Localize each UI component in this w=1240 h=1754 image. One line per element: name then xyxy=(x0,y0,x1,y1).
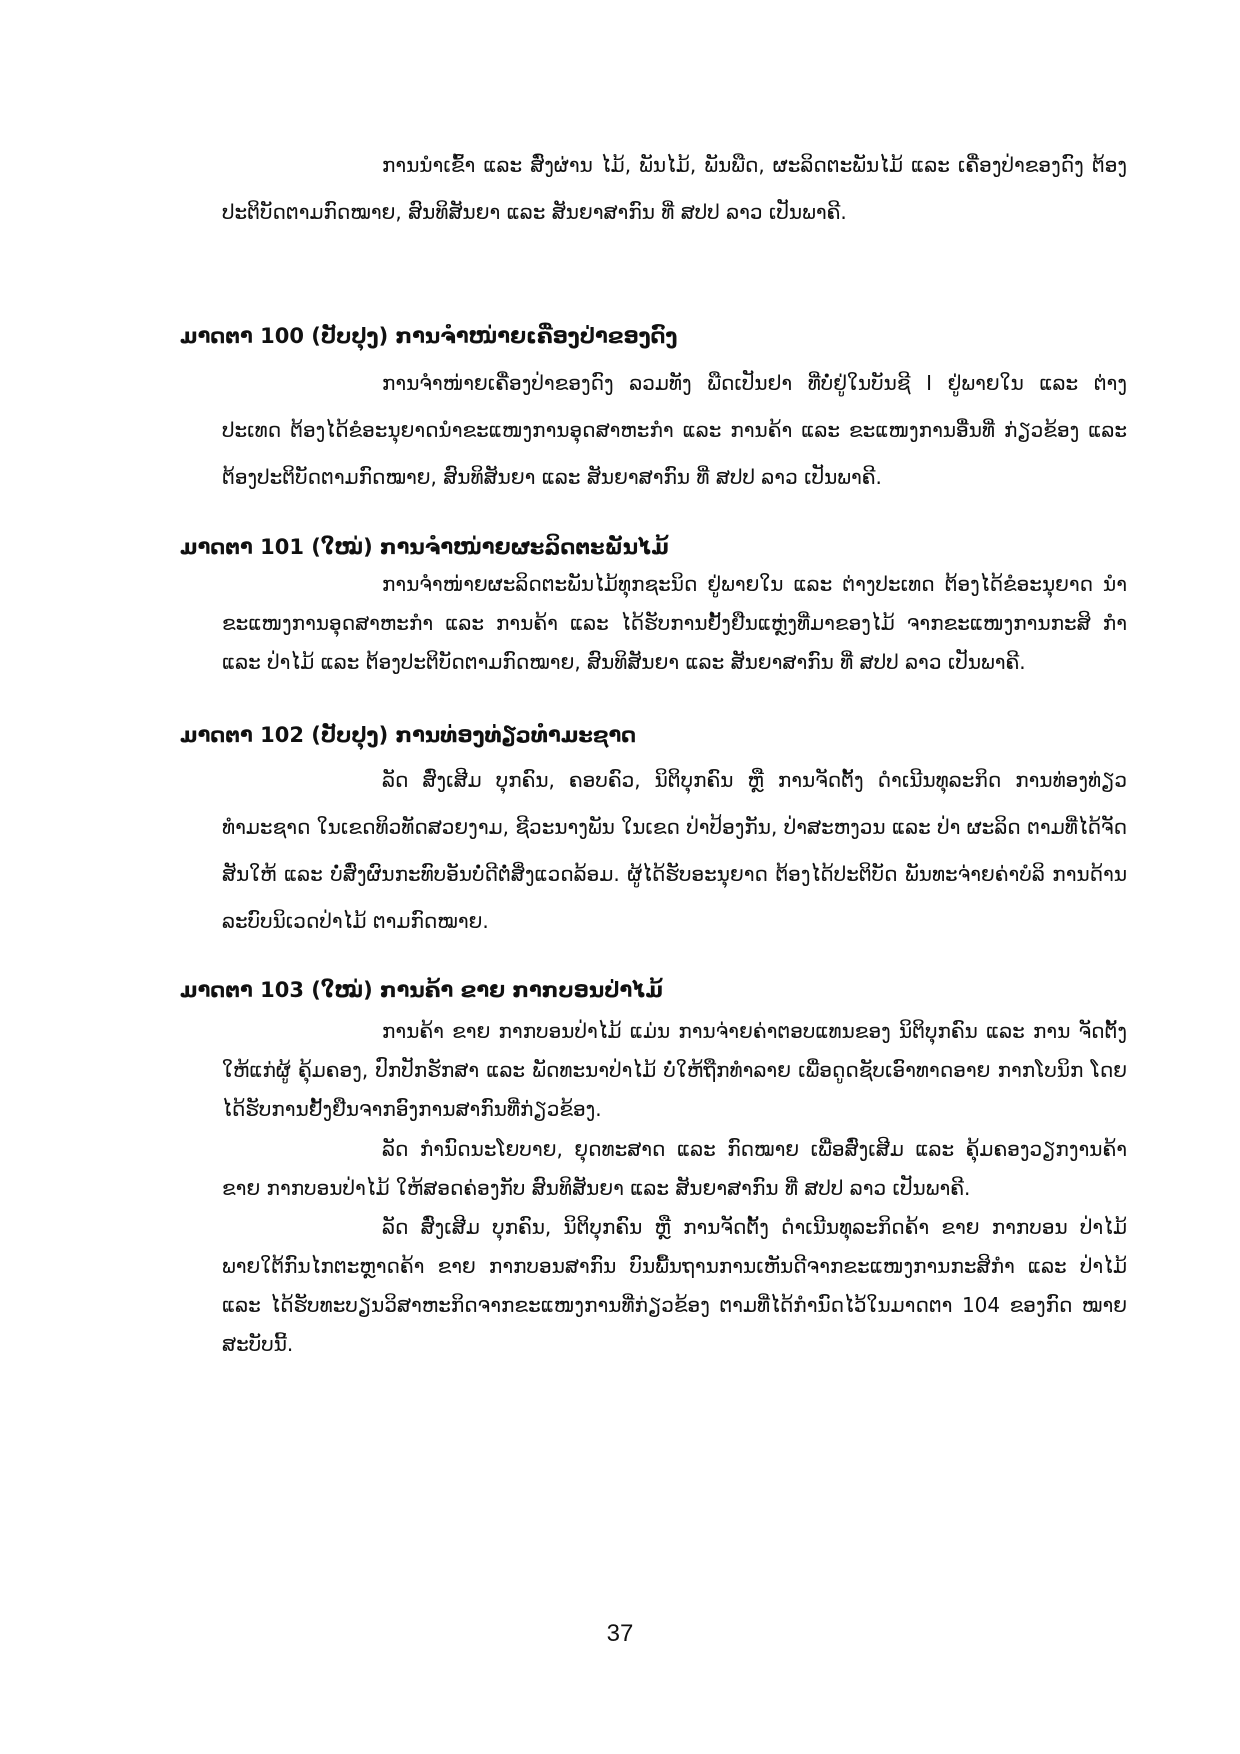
article-100-heading: ມາດຕາ 100 (ປັບປຸງ) ການຈຳໜ່າຍເຄື່ອງປ່າຂອງດົງ xyxy=(180,324,678,348)
article-100-paragraph: ການຈຳໜ່າຍເຄື່ອງປ່າຂອງດົງ ລວມທັງ ພືດເປັນຢາ ທີ່ບໍ່ຢູ່ໃນບັນຊີ I ຢູ່ພາຍໃນ ແລະ ຕ່າງ ປະເທດ ຕ້ອງໄດ້ຂໍອະນຸຍາດນຳຂະແໜງການອຸດສາຫະກຳ ແລະ ການຄ້າ ແລະ ຂະແໜງການອື່ນທີ່ ກ່ຽວຂ້ອງ ແລະ ຕ້ອງປະຕິບັດຕາມກົດໝາຍ, ສົນທິສັນຍາ ແລະ ສັນຍາສາກົນ ທີ່ ສປປ ລາວ ເປັນພາຄີ. xyxy=(222,371,1127,489)
article-102-paragraph: ລັດ ສົ່ງເສີມ ບຸກຄົນ, ຄອບຄົວ, ນິຕິບຸກຄົນ ຫຼື ການຈັດຕັ້ງ ດຳເນີນທຸລະກິດ ການທ່ອງທ່ຽວທຳມະຊາດ ໃນເຂດທິວທັດສວຍງາມ, ຊີວະນາງພັນ ໃນເຂດ ປ່າປ້ອງກັນ, ປ່າສະຫງວນ ແລະ ປ່າ ຜະລິດ ຕາມທີ່ໄດ້ຈັດສັນໃຫ້ ແລະ ບໍ່ສົ່ງຜົນກະທົບອັນບໍ່ດີຕໍ່ສິ່ງແວດລ້ອມ. ຜູ້ໄດ້ຮັບອະນຸຍາດ ຕ້ອງໄດ້ປະຕິບັດ ພັນທະຈ່າຍຄ່າບໍລິ ການດ້ານລະບົບນິເວດປ່າໄມ້ ຕາມກົດໝາຍ. xyxy=(222,768,1127,933)
article-103-paragraph-3: ລັດ ສົ່ງເສີມ ບຸກຄົນ, ນິຕິບຸກຄົນ ຫຼື ການຈັດຕັ້ງ ດຳເນີນທຸລະກິດຄ້າ ຂາຍ ກາກບອນ ປ່າໄມ້ ພາຍໃຕ້ກົນໄກຕະຫຼາດຄ້າ ຂາຍ ກາກບອນສາກົນ ບົນພື້ນຖານການເຫັນດີຈາກຂະແໜງການກະສິກຳ ແລະ ປ່າໄມ້ ແລະ ໄດ້ຮັບທະບຽນວິສາຫະກິດຈາກຂະແໜງການທີ່ກ່ຽວຂ້ອງ ຕາມທີ່ໄດ້ກຳນົດໄວ້ໃນມາດຕາ 104 ຂອງກົດ ໝາຍສະບັບນີ້. xyxy=(222,1215,1127,1356)
article-103-paragraph-2: ລັດ ກຳນົດນະໂຍບາຍ, ຍຸດທະສາດ ແລະ ກົດໝາຍ ເພື່ອສົ່ງເສີມ ແລະ ຄຸ້ມຄອງວຽກງານຄ້າ ຂາຍ ກາກບອນປ່າໄມ້ ໃຫ້ສອດຄ່ອງກັບ ສົນທິສັນຍາ ແລະ ສັນຍາສາກົນ ທີ່ ສປປ ລາວ ເປັນພາຄີ. xyxy=(222,1137,1127,1200)
article-103-paragraph-1: ການຄ້າ ຂາຍ ກາກບອນປ່າໄມ້ ແມ່ນ ການຈ່າຍຄ່າຕອບແທນຂອງ ນິຕິບຸກຄົນ ແລະ ການ ຈັດຕັ້ງ ໃຫ້ແກ່ຜູ້ ຄຸ້ມຄອງ, ປົກປັກຮັກສາ ແລະ ພັດທະນາປ່າໄມ້ ບໍ່ໃຫ້ຖືກທຳລາຍ ເພື່ອດູດຊັບເອົາທາດອາຍ ກາກໂບນິກ ໂດຍໄດ້ຮັບການຢັ້ງຢືນຈາກອົງການສາກົນທີ່ກ່ຽວຂ້ອງ. xyxy=(222,1019,1127,1121)
article-103-heading: ມາດຕາ 103 (ໃໝ່) ການຄ້າ ຂາຍ ກາກບອນປ່າໄມ້ xyxy=(180,978,664,1002)
article-102-heading: ມາດຕາ 102 (ປັບປຸງ) ການທ່ອງທ່ຽວທຳມະຊາດ xyxy=(180,723,637,747)
page-number: 37 xyxy=(606,1620,634,1647)
intro-paragraph: ການນຳເຂົ້າ ແລະ ສົ່ງຜ່ານ ໄມ້, ພັນໄມ້, ພັນພືດ, ຜະລິດຕະພັນໄມ້ ແລະ ເຄື່ອງປ່າຂອງດົງ ຕ້ອງປະຕິບັດຕາມກົດໝາຍ, ສົນທິສັນຍາ ແລະ ສັນຍາສາກົນ ທີ່ ສປປ ລາວ ເປັນພາຄີ. xyxy=(222,153,1127,224)
article-101-paragraph: ການຈຳໜ່າຍຜະລິດຕະພັນໄມ້ທຸກຊະນິດ ຢູ່ພາຍໃນ ແລະ ຕ່າງປະເທດ ຕ້ອງໄດ້ຂໍອະນຸຍາດ ນຳຂະແໜງການອຸດສາຫະກຳ ແລະ ການຄ້າ ແລະ ໄດ້ຮັບການຢັ້ງຢືນແຫຼ່ງທີ່ມາຂອງໄມ້ ຈາກຂະແໜງການກະສິ ກຳ ແລະ ປ່າໄມ້ ແລະ ຕ້ອງປະຕິບັດຕາມກົດໝາຍ, ສົນທິສັນຍາ ແລະ ສັນຍາສາກົນ ທີ່ ສປປ ລາວ ເປັນພາຄີ. xyxy=(222,572,1127,674)
article-101-heading: ມາດຕາ 101 (ໃໝ່) ການຈຳໜ່າຍຜະລິດຕະພັນໄມ້ xyxy=(180,535,669,559)
